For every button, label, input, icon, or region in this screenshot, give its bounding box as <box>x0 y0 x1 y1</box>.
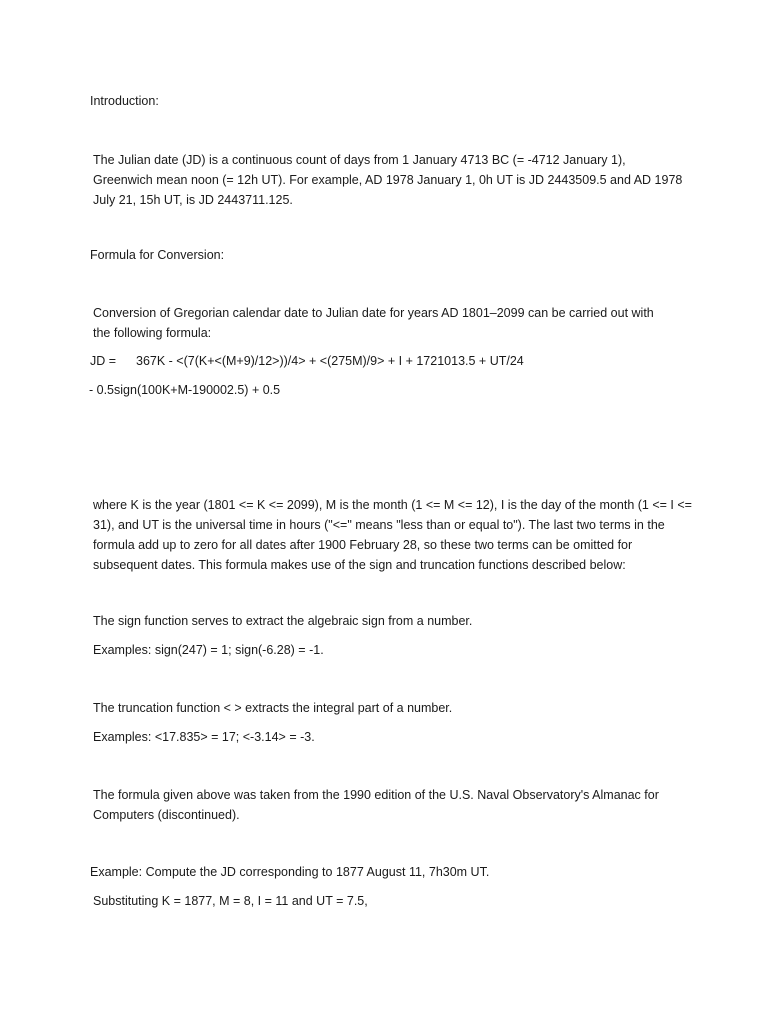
sign-function-paragraph: The sign function serves to extract the algebraic sign from a number. <box>93 614 473 628</box>
formula-line-2: - 0.5sign(100K+M-190002.5) + 0.5 <box>89 383 281 397</box>
sign-examples: Examples: sign(247) = 1; sign(-6.28) = -1. <box>93 643 324 657</box>
formula-expression: 367K - <(7(K+<(M+9)/12>))/4> + <(275M)/9> + I + 1721013.5 + UT/24 <box>136 354 524 368</box>
intro-paragraph: The Julian date (JD) is a continuous count of days from 1 January 4713 BC (= -4712 January 1), Greenwich mean noon (= 12h UT). For example, AD 1978 January 1, 0h UT is JD 2443509.5 and AD 1978 July 21, 15h UT, is JD 2443711.125. <box>93 153 683 207</box>
formula-line-1 <box>90 351 710 371</box>
source-paragraph: The formula given above was taken from the 1990 edition of the U.S. Naval Observatory's Almanac for Computers (discontinued). <box>93 788 659 822</box>
conversion-paragraph: Conversion of Gregorian calendar date to Julian date for years AD 1801–2099 can be carried out with the following formula: <box>93 306 654 340</box>
example-heading: Example: Compute the JD corresponding to 1877 August 11, 7h30m UT. <box>90 865 490 879</box>
substituting-line: Substituting K = 1877, M = 8, I = 11 and UT = 7.5, <box>93 894 368 908</box>
intro-heading: Introduction: <box>90 94 159 108</box>
truncation-examples: Examples: <17.835> = 17; <-3.14> = -3. <box>93 730 315 744</box>
where-paragraph: where K is the year (1801 <= K <= 2099), M is the month (1 <= M <= 12), I is the day of the month (1 <= I <= 31), and UT is the universal time in hours ("<=" means "less than or equal to"). The last two terms in the formula add up to zero for all dates after 1900 February 28, so these two terms can be omitted for subsequent dates. This formula makes use of the sign and truncation functions described below: <box>93 498 692 572</box>
formula-heading: Formula for Conversion: <box>90 248 225 262</box>
truncation-function-paragraph: The truncation function < > extracts the integral part of a number. <box>93 701 453 715</box>
formula-label: JD = <box>90 354 117 368</box>
